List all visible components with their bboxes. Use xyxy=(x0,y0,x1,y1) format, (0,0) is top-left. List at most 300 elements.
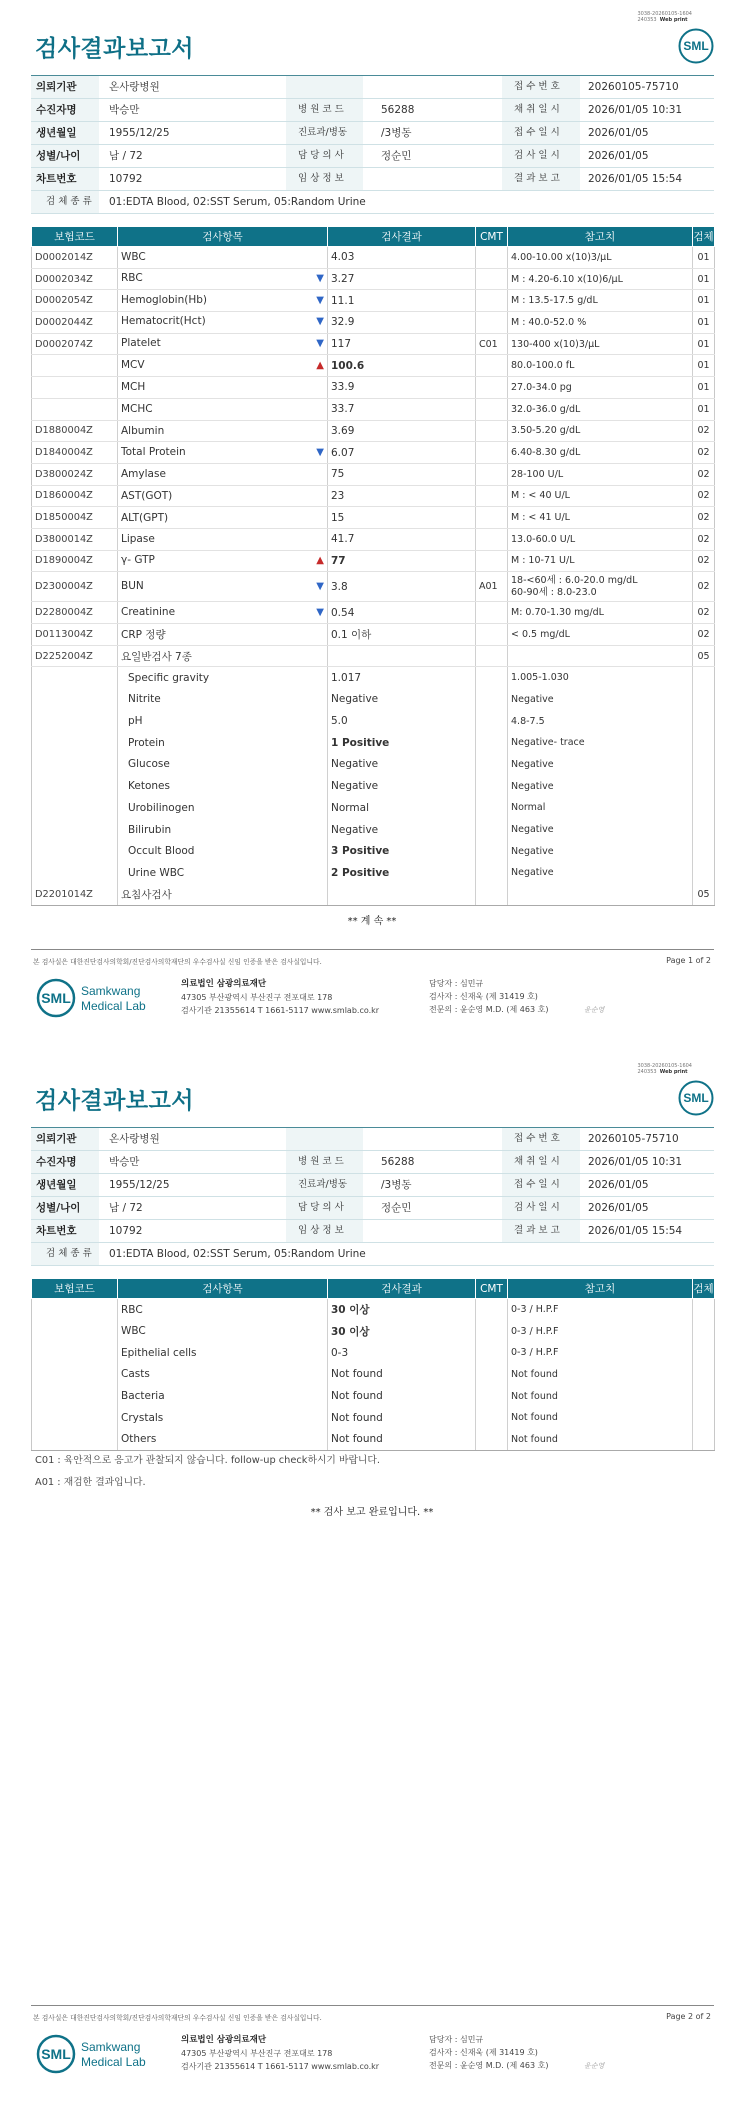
reference-range: M : < 40 U/L xyxy=(508,485,693,507)
low-flag-icon: ▼ xyxy=(316,273,324,285)
result-row xyxy=(32,312,715,334)
info-institution: 온사랑병원 xyxy=(109,1133,160,1145)
test-result: 75 xyxy=(328,463,476,485)
test-item-name: WBC xyxy=(121,251,146,264)
test-result: 100.6 xyxy=(328,355,476,377)
insurance-code xyxy=(32,398,118,420)
report-title: 검사결과보고서 xyxy=(35,1088,195,1114)
reference-range: M : 40.0-52.0 % xyxy=(508,312,693,334)
info-row xyxy=(31,1243,714,1266)
test-item xyxy=(118,550,328,572)
print-meta xyxy=(637,11,692,23)
signature-icon: 윤순영 xyxy=(584,1006,605,1014)
col-code: 보험코드 xyxy=(32,1279,118,1299)
specimen-code xyxy=(693,1407,715,1429)
specimen-code: 01 xyxy=(693,398,715,420)
test-result: 117 xyxy=(328,333,476,355)
result-row xyxy=(32,398,715,420)
insurance-code xyxy=(32,1407,118,1429)
footer-logo xyxy=(35,2033,161,2075)
insurance-code xyxy=(32,667,118,689)
test-result: 30 이상 xyxy=(328,1320,476,1342)
lab-name-2: Medical Lab xyxy=(81,999,146,1013)
report-title: 검사결과보고서 xyxy=(35,36,195,62)
info-receipt-no: 20260105-75710 xyxy=(588,81,679,93)
info-row xyxy=(31,168,714,191)
low-flag-icon: ▼ xyxy=(316,606,324,618)
address-line: 47305 부산광역시 부산진구 전포대로 178 xyxy=(181,2049,333,2058)
high-flag-icon: ▲ xyxy=(316,359,324,371)
info-test-date-label: 검 사 일 시 xyxy=(514,150,560,161)
info-row xyxy=(31,1197,714,1220)
test-result: 0.54 xyxy=(328,602,476,624)
high-flag-icon: ▲ xyxy=(316,554,324,566)
test-item-name: Albumin xyxy=(121,424,165,437)
test-item xyxy=(118,268,328,290)
test-result: 33.7 xyxy=(328,398,476,420)
specimen-code: 01 xyxy=(693,290,715,312)
insurance-code: D1890004Z xyxy=(32,550,118,572)
reference-range: 4.00-10.00 x(10)3/μL xyxy=(508,247,693,269)
reference-range: 0-3 / H.P.F xyxy=(508,1299,693,1321)
reference-range: Negative xyxy=(508,840,693,862)
test-result: 4.03 xyxy=(328,247,476,269)
col-item: 검사항목 xyxy=(118,227,328,247)
info-row xyxy=(31,1174,714,1197)
result-row xyxy=(32,442,715,464)
test-item xyxy=(118,645,328,667)
urinalysis-row xyxy=(32,862,715,884)
info-dept: /3병동 xyxy=(381,1179,412,1191)
specimen-code xyxy=(693,862,715,884)
reference-range: Negative xyxy=(508,754,693,776)
comment-code: A01 xyxy=(476,572,508,602)
reference-range: 80.0-100.0 fL xyxy=(508,355,693,377)
test-item xyxy=(118,485,328,507)
comment-code xyxy=(476,1429,508,1451)
insurance-code: D1860004Z xyxy=(32,485,118,507)
insurance-code: D2300004Z xyxy=(32,572,118,602)
urinalysis-row xyxy=(32,775,715,797)
reference-range: 1.005-1.030 xyxy=(508,667,693,689)
info-receipt-no-label: 접 수 번 호 xyxy=(514,1133,560,1144)
test-result xyxy=(328,884,476,906)
info-collect-date: 2026/01/05 10:31 xyxy=(588,104,683,116)
test-item xyxy=(118,312,328,334)
info-specimen-label: 검 체 종 류 xyxy=(46,1248,92,1259)
specimen-code: 02 xyxy=(693,507,715,529)
test-result: 32.9 xyxy=(328,312,476,334)
reference-range: Normal xyxy=(508,797,693,819)
info-chart-label: 차트번호 xyxy=(36,173,77,185)
col-specimen: 검체 xyxy=(693,1279,715,1299)
reference-range: Not found xyxy=(508,1407,693,1429)
test-result: 5.0 xyxy=(328,710,476,732)
results-body-page2 xyxy=(32,1299,715,1451)
tester-line: 검사자 : 신재욱 (제 31419 호) xyxy=(429,2048,538,2057)
test-item xyxy=(118,398,328,420)
test-result: Negative xyxy=(328,754,476,776)
specimen-code xyxy=(693,1342,715,1364)
test-result: 41.7 xyxy=(328,528,476,550)
col-result: 검사결과 xyxy=(328,227,476,247)
test-result: 1 Positive xyxy=(328,732,476,754)
reference-line-2: 60-90세 : 8.0-23.0 xyxy=(511,586,597,598)
reference-range: M : 4.20-6.10 x(10)6/μL xyxy=(508,268,693,290)
result-row xyxy=(32,247,715,269)
info-sex-age-label: 성별/나이 xyxy=(36,1202,81,1214)
test-result: Not found xyxy=(328,1407,476,1429)
comment-code xyxy=(476,290,508,312)
reference-range: < 0.5 mg/dL xyxy=(508,624,693,646)
insurance-code: D2252004Z xyxy=(32,645,118,667)
comment-code xyxy=(476,1385,508,1407)
insurance-code: D0002034Z xyxy=(32,268,118,290)
specimen-code: 02 xyxy=(693,572,715,602)
comment-code xyxy=(476,602,508,624)
insurance-code: D3800024Z xyxy=(32,463,118,485)
comment-code xyxy=(476,689,508,711)
info-row xyxy=(31,1220,714,1243)
test-item-name: CRP 정량 xyxy=(121,628,166,641)
comment-code xyxy=(476,840,508,862)
result-row xyxy=(32,602,715,624)
insurance-code xyxy=(32,710,118,732)
test-item-name: 요일반검사 7종 xyxy=(121,650,192,663)
foundation-name xyxy=(181,977,379,991)
label-bg xyxy=(286,76,363,98)
info-test-date: 2026/01/05 xyxy=(588,150,649,162)
result-row xyxy=(32,645,715,667)
sml-logo-icon xyxy=(678,28,714,64)
info-hospital-code-label: 병 원 코 드 xyxy=(298,1156,344,1167)
report-page-2 xyxy=(0,1052,744,2104)
comment-code xyxy=(476,247,508,269)
comment-code xyxy=(476,667,508,689)
reference-range: Not found xyxy=(508,1364,693,1386)
info-row xyxy=(31,191,714,214)
microscopy-row xyxy=(32,1320,715,1342)
footer-divider xyxy=(31,949,714,950)
microscopy-row xyxy=(32,1385,715,1407)
test-item: Epithelial cells xyxy=(118,1342,328,1364)
test-item xyxy=(118,572,328,602)
test-item-name: BUN xyxy=(121,579,144,592)
comment-code xyxy=(476,862,508,884)
reference-range: M: 0.70-1.30 mg/dL xyxy=(508,602,693,624)
insurance-code: D3800014Z xyxy=(32,528,118,550)
tester-line: 검사자 : 신재욱 (제 31419 호) xyxy=(429,992,538,1001)
urinalysis-row xyxy=(32,819,715,841)
col-result: 검사결과 xyxy=(328,1279,476,1299)
test-item xyxy=(118,247,328,269)
insurance-code xyxy=(32,689,118,711)
info-report-date: 2026/01/05 15:54 xyxy=(588,1225,683,1237)
specimen-code: 01 xyxy=(693,312,715,334)
col-specimen: 검체 xyxy=(693,227,715,247)
continued-note: ** 계 속 ** xyxy=(347,916,397,927)
low-flag-icon: ▼ xyxy=(316,338,324,350)
logo-text: SML xyxy=(41,990,71,1006)
test-item-name: MCV xyxy=(121,358,145,371)
info-collect-date: 2026/01/05 10:31 xyxy=(588,1156,683,1168)
comment-code xyxy=(476,1407,508,1429)
comment-code xyxy=(476,624,508,646)
test-item-name: MCH xyxy=(121,381,146,394)
comment-code xyxy=(476,1342,508,1364)
reference-range: Negative xyxy=(508,862,693,884)
info-report-date: 2026/01/05 15:54 xyxy=(588,173,683,185)
foundation-name-text: 의료법인 삼광의료재단 xyxy=(181,2035,267,2045)
insurance-code xyxy=(32,797,118,819)
comment-code xyxy=(476,398,508,420)
specimen-code xyxy=(693,732,715,754)
urinalysis-row xyxy=(32,710,715,732)
comment-code xyxy=(476,884,508,906)
reference-range xyxy=(508,884,693,906)
page-number: Page 2 of 2 xyxy=(666,2012,711,2021)
result-row xyxy=(32,463,715,485)
test-result: Negative xyxy=(328,775,476,797)
info-dept-label: 진료과/병동 xyxy=(298,1179,348,1190)
comment-code xyxy=(476,268,508,290)
info-hospital-code-label: 병 원 코 드 xyxy=(298,104,344,115)
comment-code xyxy=(476,420,508,442)
urinalysis-row xyxy=(32,754,715,776)
test-item: Specific gravity xyxy=(118,667,328,689)
test-result: 0-3 xyxy=(328,1342,476,1364)
comment-code xyxy=(476,645,508,667)
test-item: Bilirubin xyxy=(118,819,328,841)
logo-text: SML xyxy=(683,1091,709,1105)
test-result: 23 xyxy=(328,485,476,507)
reference-range: 4.8-7.5 xyxy=(508,710,693,732)
results-body-page1 xyxy=(32,247,715,906)
test-result: 0.1 이하 xyxy=(328,624,476,646)
reference-range: Negative xyxy=(508,819,693,841)
reference-range: Negative- trace xyxy=(508,732,693,754)
test-result: Negative xyxy=(328,819,476,841)
print-id2: 240353 xyxy=(637,17,657,23)
reference-range: 130-400 x(10)3/μL xyxy=(508,333,693,355)
specimen-code: 02 xyxy=(693,624,715,646)
lab-address xyxy=(181,977,379,1017)
specimen-code: 02 xyxy=(693,463,715,485)
completed-note: ** 검사 보고 완료입니다. ** xyxy=(310,1507,434,1518)
info-sex-age-label: 성별/나이 xyxy=(36,150,81,162)
comment-code xyxy=(476,550,508,572)
foundation-name xyxy=(181,2033,379,2047)
info-receipt-date: 2026/01/05 xyxy=(588,127,649,139)
info-dob-label: 생년월일 xyxy=(36,1179,77,1191)
test-item: pH xyxy=(118,710,328,732)
info-sex-age: 남 / 72 xyxy=(109,150,143,162)
info-dob-label: 생년월일 xyxy=(36,127,77,139)
info-dob: 1955/12/25 xyxy=(109,127,170,139)
insurance-code xyxy=(32,1385,118,1407)
specimen-code: 05 xyxy=(693,884,715,906)
test-result: Not found xyxy=(328,1364,476,1386)
urinalysis-row xyxy=(32,667,715,689)
specimen-code xyxy=(693,710,715,732)
footer-divider xyxy=(31,2005,714,2006)
test-item: Urobilinogen xyxy=(118,797,328,819)
reference-range: 0-3 / H.P.F xyxy=(508,1320,693,1342)
info-row xyxy=(31,1128,714,1151)
reference-range: 32.0-36.0 g/dL xyxy=(508,398,693,420)
specimen-code xyxy=(693,775,715,797)
print-id2: 240353 xyxy=(637,1069,657,1075)
specimen-code: 01 xyxy=(693,377,715,399)
reference-range xyxy=(508,645,693,667)
print-id: 3038-20260105-1604 xyxy=(637,11,692,17)
reference-range: 6.40-8.30 g/dL xyxy=(508,442,693,464)
result-row xyxy=(32,550,715,572)
result-row xyxy=(32,485,715,507)
reference-range: M : 10-71 U/L xyxy=(508,550,693,572)
urinalysis-row xyxy=(32,797,715,819)
contact-line: 검사기관 21355614 T 1661-5117 www.smlab.co.kr xyxy=(181,2062,380,2071)
col-ref: 참고치 xyxy=(508,227,693,247)
insurance-code: D1880004Z xyxy=(32,420,118,442)
logo-text: SML xyxy=(41,2046,71,2062)
contact-line: 검사기관 21355614 T 1661-5117 www.smlab.co.kr xyxy=(181,1006,380,1015)
comment-notes xyxy=(35,1450,380,1494)
col-item: 검사항목 xyxy=(118,1279,328,1299)
test-item xyxy=(118,463,328,485)
info-institution-label: 의뢰기관 xyxy=(36,81,77,93)
comment-code xyxy=(476,1299,508,1321)
info-row xyxy=(31,1151,714,1174)
logo-text: SML xyxy=(683,39,709,53)
insurance-code xyxy=(32,1429,118,1451)
col-ref: 참고치 xyxy=(508,1279,693,1299)
test-item xyxy=(118,333,328,355)
low-flag-icon: ▼ xyxy=(316,446,324,458)
test-result: 30 이상 xyxy=(328,1299,476,1321)
lab-staff xyxy=(429,977,548,1016)
test-item: Others xyxy=(118,1429,328,1451)
reference-range: M : 13.5-17.5 g/dL xyxy=(508,290,693,312)
test-item: Crystals xyxy=(118,1407,328,1429)
test-result: 1.017 xyxy=(328,667,476,689)
cert-note: 본 검사실은 대한진단검사의학회/진단검사의학재단의 우수검사실 신임 인증을 받은 검사실입니다. xyxy=(33,958,322,966)
insurance-code xyxy=(32,754,118,776)
reference-range: 3.50-5.20 g/dL xyxy=(508,420,693,442)
insurance-code xyxy=(32,1299,118,1321)
test-result: 3.8 xyxy=(328,572,476,602)
insurance-code xyxy=(32,862,118,884)
comment-code xyxy=(476,710,508,732)
test-item xyxy=(118,442,328,464)
info-doctor: 정순민 xyxy=(381,150,412,162)
test-item: 요침사검사 xyxy=(118,884,328,906)
specimen-code xyxy=(693,819,715,841)
info-receipt-date: 2026/01/05 xyxy=(588,1179,649,1191)
info-institution-label: 의뢰기관 xyxy=(36,1133,77,1145)
comment-code xyxy=(476,312,508,334)
label-bg xyxy=(286,1128,363,1150)
test-item-name: Lipase xyxy=(121,533,155,546)
reference-range: M : < 41 U/L xyxy=(508,507,693,529)
info-collect-date-label: 채 취 일 시 xyxy=(514,1156,560,1167)
test-result: Negative xyxy=(328,689,476,711)
info-chart-no: 10792 xyxy=(109,1225,143,1237)
col-cmt: CMT xyxy=(476,227,508,247)
reference-range: 28-100 U/L xyxy=(508,463,693,485)
comment-code xyxy=(476,819,508,841)
test-item-name: RBC xyxy=(121,272,143,285)
info-receipt-no: 20260105-75710 xyxy=(588,1133,679,1145)
comment-code xyxy=(476,507,508,529)
test-result: 6.07 xyxy=(328,442,476,464)
test-item-name: Hemoglobin(Hb) xyxy=(121,293,208,306)
test-item: Casts xyxy=(118,1364,328,1386)
result-row xyxy=(32,572,715,602)
info-doctor: 정순민 xyxy=(381,1202,412,1214)
specimen-code xyxy=(693,689,715,711)
comment-code xyxy=(476,463,508,485)
test-item-name: Platelet xyxy=(121,337,161,350)
patient-info xyxy=(31,1127,714,1266)
results-header-row xyxy=(32,227,715,247)
test-item xyxy=(118,355,328,377)
comment-code xyxy=(476,1320,508,1342)
test-item-name: γ- GTP xyxy=(121,553,155,566)
specimen-code: 02 xyxy=(693,420,715,442)
cert-note: 본 검사실은 대한진단검사의학회/진단검사의학재단의 우수검사실 신임 인증을 받은 검사실입니다. xyxy=(33,2014,322,2022)
info-collect-date-label: 채 취 일 시 xyxy=(514,104,560,115)
test-result: 33.9 xyxy=(328,377,476,399)
test-result: 11.1 xyxy=(328,290,476,312)
page-number: Page 1 of 2 xyxy=(666,956,711,965)
result-row xyxy=(32,355,715,377)
info-clinical-label: 임 상 정 보 xyxy=(298,173,344,184)
test-item xyxy=(118,624,328,646)
info-doctor-label: 담 당 의 사 xyxy=(298,150,344,161)
result-row xyxy=(32,528,715,550)
result-row xyxy=(32,507,715,529)
microscopy-row xyxy=(32,1342,715,1364)
samkwang-logo-icon xyxy=(35,2033,161,2075)
specimen-code: 02 xyxy=(693,550,715,572)
reference-range: Negative xyxy=(508,689,693,711)
info-dept: /3병동 xyxy=(381,127,412,139)
manager-line: 담당자 : 심민규 xyxy=(429,979,484,988)
reference-range: 0-3 / H.P.F xyxy=(508,1342,693,1364)
insurance-code xyxy=(32,775,118,797)
test-item: WBC xyxy=(118,1320,328,1342)
comment-code xyxy=(476,775,508,797)
test-result: 77 xyxy=(328,550,476,572)
result-row xyxy=(32,290,715,312)
test-item-name: AST(GOT) xyxy=(121,489,173,502)
info-patient-label: 수진자명 xyxy=(36,104,77,116)
comment-code xyxy=(476,797,508,819)
reference-range: Negative xyxy=(508,775,693,797)
lab-name-1: Samkwang xyxy=(81,2040,141,2054)
info-specimen: 01:EDTA Blood, 02:SST Serum, 05:Random Urine xyxy=(109,196,366,208)
info-test-date-label: 검 사 일 시 xyxy=(514,1202,560,1213)
specimen-code: 02 xyxy=(693,528,715,550)
insurance-code: D0002054Z xyxy=(32,290,118,312)
reference-range: 27.0-34.0 pg xyxy=(508,377,693,399)
info-dob: 1955/12/25 xyxy=(109,1179,170,1191)
test-result: 3.27 xyxy=(328,268,476,290)
info-row xyxy=(31,145,714,168)
test-item: RBC xyxy=(118,1299,328,1321)
comment-code xyxy=(476,754,508,776)
